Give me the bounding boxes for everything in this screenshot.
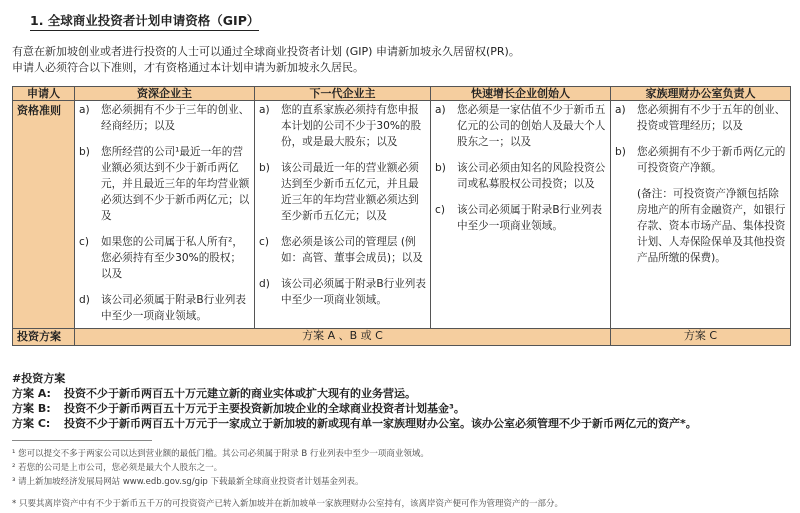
criteria-cell [75,101,255,329]
footnote: ³ 请上新加坡经济发展局网站 www.edb.gov.sg/gip 下载最新全球商业投资者计划基金列表。 [12,477,364,487]
criteria-item: a) 您必须拥有不少于五年的创业、投资或管理经历；以及 [615,104,786,132]
plans-list [12,386,697,431]
criteria-label: 资格准则 [13,101,75,329]
footnote-star: * 只要其离岸资产中有不少于新币五千万的可投资资产已转入新加坡并在新加坡单一家族理财办公室持有，该离岸资产便可作为管理资产的一部分。 [12,499,563,509]
plan-row [13,329,791,346]
criteria-item: a) 您必须是一家估值不少于新币五亿元的公司的创始人及最大个人股东之一；以及 [435,104,606,148]
footnote-divider [12,440,152,441]
intro-line: 申请人必须符合以下准则，才有资格通过本计划申请为新加坡永久居民。 [12,61,364,74]
criteria-note: (备注：可投资资产净额包括除房地产的所有金融资产，如银行存款、资本市场产品、集体投资计划、人寿保险保单及其他投资产品所缴的保费)。 [637,188,786,264]
criteria-item: b) 该公司最近一年的营业额必须达到至少新币五亿元，并且最近三年的年均营业额必须达到至少新币五亿元；以及 [259,162,419,222]
criteria-item: d) 该公司必须属于附录B行业列表中至少一项商业领域。 [259,278,426,306]
intro-line: 有意在新加坡创业或者进行投资的人士可以通过全球商业投资者计划 (GIP) 申请新加坡永久居留权(PR)。 [12,45,520,58]
footnotes [12,447,563,511]
criteria-item: b) 您所经营的公司¹最近一年的营业额必须达到不少于新币两亿元，并且最近三年的年均营业额必须达到不少于新币两亿元；以及 [79,146,250,222]
plan-label: 投资方案 [13,329,75,346]
criteria-item: c) 您必须是该公司的管理层 (例如：高管、董事会成员)；以及 [259,236,423,264]
criteria-item: c) 如果您的公司属于私人所有²，您必须持有至少30%的股权；以及 [79,236,243,280]
plan-shared: 方案 A 、B 或 C [75,329,611,346]
table-header-row [13,87,791,101]
plan-item: 方案 B: 投资不少于新币两百五十万元于主要投资新加坡企业的全球商业投资者计划基金³。 [12,402,465,415]
section-title: #投资方案 [12,372,66,385]
criteria-cell [255,101,431,329]
criteria-item: a) 您必须拥有不少于三年的创业、经商经历；以及 [79,104,250,132]
page-heading: 1. 全球商业投资者计划申请资格（GIP） [30,11,259,31]
criteria-cell [431,101,611,329]
plan-item: 方案 A: 投资不少于新币两百五十万元建立新的商业实体或扩大现有的业务营运。 [12,387,416,400]
column-header: 下一代企业主 [255,87,431,101]
plan-family: 方案 C [611,329,791,346]
footnote: ² 若您的公司是上市公司，您必须是最大个人股东之一。 [12,463,223,473]
applicant-header: 申请人 [13,87,75,101]
criteria-item: c) 该公司必须属于附录B行业列表中至少一项商业领域。 [435,204,602,232]
column-header: 家族理财办公室负责人 [611,87,791,101]
criteria-item: b) 该公司必须由知名的风险投资公司或私募股权公司投资；以及 [435,162,606,190]
footnote: ¹ 您可以提交不多于两家公司以达到营业额的最低门槛。其公司必须属于附录 B 行业列表中至少一项商业领域。 [12,449,429,459]
plan-item: 方案 C: 投资不少于新币两百五十万元于一家成立于新加坡的新或现有单一家族理财办公室。该办公室必须管理不少于新币两亿元的资产*。 [12,417,697,430]
criteria-row [13,101,791,329]
column-header: 资深企业主 [75,87,255,101]
criteria-item: a) 您的直系家族必须持有您申报本计划的公司不少于30%的股份，或是最大股东；以及 [259,104,422,148]
column-header: 快速增长企业创始人 [431,87,611,101]
criteria-item: d) 该公司必须属于附录B行业列表中至少一项商业领域。 [79,294,246,322]
criteria-cell [611,101,791,329]
criteria-item: b) 您必须拥有不少于新币两亿元的可投资资产净额。 [615,146,786,174]
eligibility-table [12,86,791,346]
intro-paragraph [12,44,520,76]
